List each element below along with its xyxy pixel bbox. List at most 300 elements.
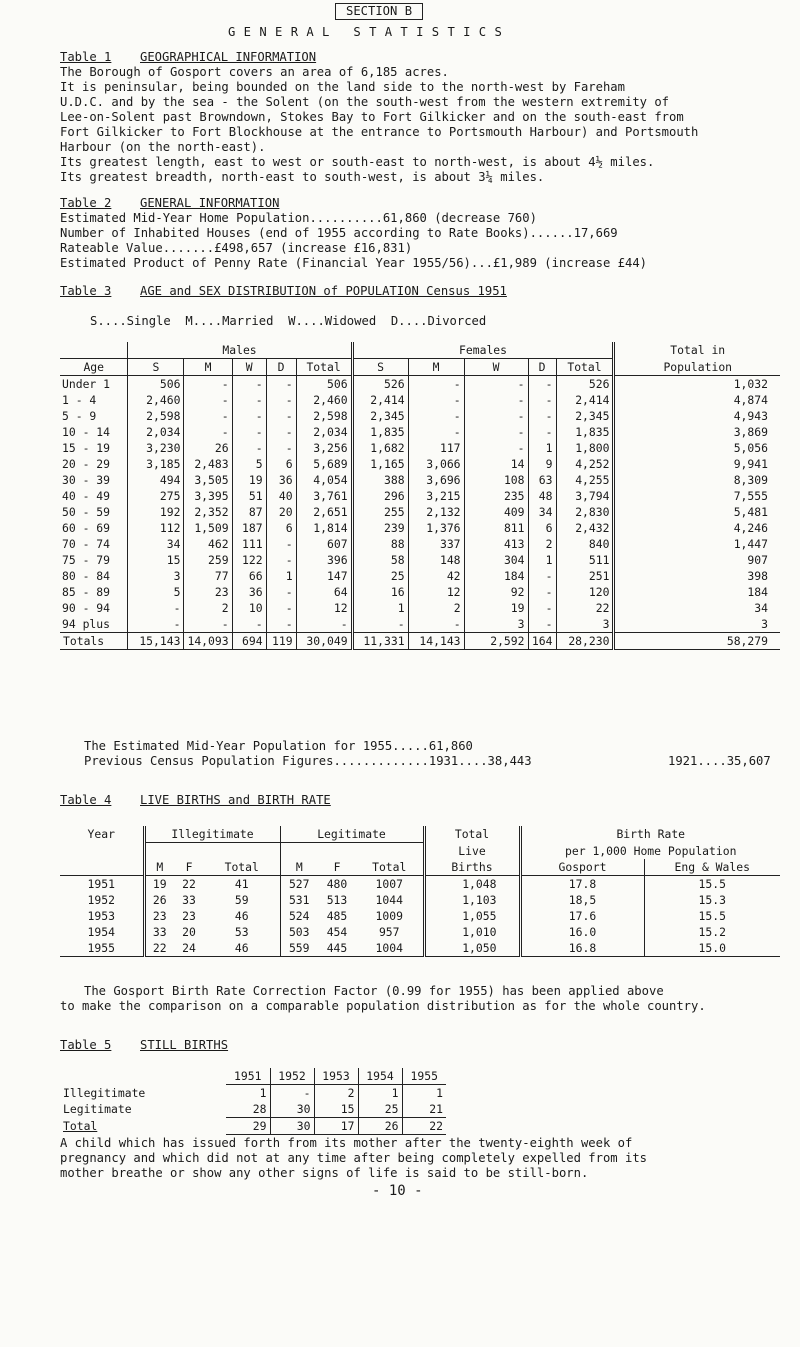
table-cell: - xyxy=(128,600,184,616)
table-cell: 5 xyxy=(232,456,266,472)
births-header-row-1 xyxy=(60,826,780,843)
births-header-row-3 xyxy=(60,859,780,876)
table-cell: 2,598 xyxy=(296,408,352,424)
table-cell: 531 xyxy=(280,892,318,908)
table2-subheading: GENERAL INFORMATION xyxy=(140,196,280,210)
table-cell: 14 xyxy=(464,456,528,472)
table-cell: 1,048 xyxy=(424,876,520,893)
table-row xyxy=(60,1101,446,1118)
table-cell: - xyxy=(266,552,296,568)
table-cell: 36 xyxy=(266,472,296,488)
table-cell: 111 xyxy=(232,536,266,552)
legitimate-header: Legitimate xyxy=(280,826,424,843)
definition-line: A child which has issued forth from its mother after the twenty-eighth week of xyxy=(60,1136,633,1150)
table-cell: 506 xyxy=(296,376,352,393)
table-row xyxy=(60,472,780,488)
table-cell: 398 xyxy=(614,568,780,584)
table-cell: 12 xyxy=(296,600,352,616)
table-row xyxy=(60,940,780,957)
table-cell: 77 xyxy=(184,568,232,584)
table-cell: 28 xyxy=(226,1101,270,1118)
table-cell: - xyxy=(232,376,266,393)
table1-line: Its greatest breadth, north-east to south-west, is about 3¼ miles. xyxy=(60,170,545,184)
table-cell: 1,447 xyxy=(614,536,780,552)
row-label: Total xyxy=(63,1119,98,1133)
table-cell: 33 xyxy=(182,893,196,907)
still-births-year-row xyxy=(60,1068,446,1085)
table-cell: 46 xyxy=(234,909,249,923)
table-cell: 3 xyxy=(614,616,780,633)
year-header: 1953 xyxy=(314,1068,358,1085)
table-cell: 3,395 xyxy=(184,488,232,504)
births-rows xyxy=(60,876,780,957)
table-cell: 1,010 xyxy=(424,924,520,940)
table-cell: - xyxy=(528,424,556,440)
table-cell: 1 xyxy=(402,1085,446,1102)
table1-line: U.D.C. and by the sea - the Solent (on the south-west from the western extremity of xyxy=(60,95,670,109)
age-group-cell: 20 - 29 xyxy=(62,457,111,471)
table-cell: 5,056 xyxy=(614,440,780,456)
table-cell: 259 xyxy=(184,552,232,568)
marital-legend: S....Single M....Married W....Widowed D....Divorced xyxy=(90,314,487,328)
eng-wales-header: Eng & Wales xyxy=(644,859,780,876)
table-cell: 811 xyxy=(464,520,528,536)
table-cell: 1 xyxy=(259,1086,267,1100)
age-group-cell: 10 - 14 xyxy=(62,425,111,439)
table-cell: 187 xyxy=(232,520,266,536)
table-cell: 120 xyxy=(556,584,614,600)
table-cell: 296 xyxy=(352,488,408,504)
table-cell: 3,185 xyxy=(128,456,184,472)
total-births-header-2: Live xyxy=(424,843,520,860)
table-cell: 5,689 xyxy=(296,456,352,472)
births-header-row-2 xyxy=(60,843,780,860)
table-cell: 20 xyxy=(182,925,196,939)
table-cell: - xyxy=(464,376,528,393)
table-cell: - xyxy=(266,376,296,393)
table-cell: 24 xyxy=(174,940,204,957)
table-cell: 23 xyxy=(182,909,196,923)
still-births-rows xyxy=(60,1085,446,1135)
table-cell: 6 xyxy=(266,520,296,536)
table-cell: 9,941 xyxy=(614,456,780,472)
table-cell: 485 xyxy=(326,909,348,923)
age-group-cell: 70 - 74 xyxy=(62,537,111,551)
table-cell: 15.3 xyxy=(644,892,780,908)
table-cell: 22 xyxy=(182,877,196,891)
table-cell: 1,682 xyxy=(352,440,408,456)
table-cell: 58 xyxy=(352,552,408,568)
table-cell: 526 xyxy=(352,376,408,393)
table-cell: 17.8 xyxy=(520,876,644,893)
table-cell: - xyxy=(266,616,296,633)
table-cell: 607 xyxy=(296,536,352,552)
section-label: SECTION B xyxy=(335,3,423,20)
table-cell: 10 xyxy=(232,600,266,616)
table-cell: 1 xyxy=(266,568,296,584)
col-header: D xyxy=(266,359,296,376)
table-row xyxy=(60,408,780,424)
estimated-population-note: The Estimated Mid-Year Population for 1955.....61,860 xyxy=(84,739,473,753)
table-cell: 2,483 xyxy=(184,456,232,472)
table-cell: - xyxy=(408,424,464,440)
totals-cell: 14,143 xyxy=(408,633,464,650)
table-cell: 48 xyxy=(528,488,556,504)
table-cell: 16 xyxy=(352,584,408,600)
table-cell: 3,066 xyxy=(408,456,464,472)
table-cell: 1,814 xyxy=(296,520,352,536)
col-header: Total xyxy=(204,859,280,876)
table-cell: - xyxy=(232,440,266,456)
table-cell: 8,309 xyxy=(614,472,780,488)
col-header: F xyxy=(174,859,204,876)
totals-cell: 119 xyxy=(266,633,296,650)
table-cell: - xyxy=(232,392,266,408)
table-row xyxy=(60,552,780,568)
table-cell: 1,032 xyxy=(614,376,780,393)
table4-heading: Table 4 xyxy=(60,793,112,807)
table5-heading: Table 5 xyxy=(60,1038,112,1052)
year-cell: 1952 xyxy=(87,893,115,907)
table-cell: 2 xyxy=(314,1085,358,1102)
table-cell: 2 xyxy=(184,600,232,616)
page-number: - 10 - xyxy=(372,1183,423,1199)
table3-subheading: AGE and SEX DISTRIBUTION of POPULATION Census 1951 xyxy=(140,284,507,298)
table-cell: 4,255 xyxy=(556,472,614,488)
table-cell: 524 xyxy=(280,908,318,924)
table-cell: 1,835 xyxy=(352,424,408,440)
table-cell: 7,555 xyxy=(614,488,780,504)
table-cell: 22 xyxy=(556,600,614,616)
table-row xyxy=(60,1085,446,1102)
definition-line: mother breathe or show any other signs of life is said to be still-born. xyxy=(60,1166,589,1180)
table-cell: 2,352 xyxy=(184,504,232,520)
table-cell: - xyxy=(408,616,464,633)
col-header: Age xyxy=(60,359,128,376)
table-cell: 3,230 xyxy=(128,440,184,456)
table-cell: 4,874 xyxy=(614,392,780,408)
table-cell: 559 xyxy=(280,940,318,957)
table-cell: 112 xyxy=(128,520,184,536)
table-cell: 42 xyxy=(408,568,464,584)
table-cell: 3,869 xyxy=(614,424,780,440)
totals-cell: 58,279 xyxy=(614,633,780,650)
table-cell: 1 xyxy=(528,552,556,568)
year-header: 1951 xyxy=(226,1068,270,1085)
table-cell: 26 xyxy=(358,1118,402,1135)
totals-cell: 11,331 xyxy=(352,633,408,650)
totals-row xyxy=(60,633,780,650)
table-cell: 33 xyxy=(144,924,174,940)
table-cell: 147 xyxy=(296,568,352,584)
table-cell: - xyxy=(266,408,296,424)
correction-factor-note: The Gosport Birth Rate Correction Factor (0.99 for 1955) has been applied above xyxy=(84,984,664,998)
age-group-cell: 50 - 59 xyxy=(62,505,111,519)
col-header: Total xyxy=(296,359,352,376)
col-header: D xyxy=(528,359,556,376)
table-row xyxy=(60,600,780,616)
table-cell: 122 xyxy=(232,552,266,568)
table-header-row xyxy=(60,359,780,376)
table-cell: 255 xyxy=(352,504,408,520)
table-cell: 17 xyxy=(314,1118,358,1135)
table-cell: 15 xyxy=(128,552,184,568)
age-group-cell: 60 - 69 xyxy=(62,521,111,535)
table-cell: 2,132 xyxy=(408,504,464,520)
table3-heading: Table 3 xyxy=(60,284,112,298)
total-header: Total in xyxy=(614,342,780,359)
gosport-header: Gosport xyxy=(520,859,644,876)
table-cell: 3,505 xyxy=(184,472,232,488)
table-cell: 192 xyxy=(128,504,184,520)
table-cell: 3 xyxy=(464,616,528,633)
year-header: 1954 xyxy=(358,1068,402,1085)
table-cell: 506 xyxy=(128,376,184,393)
col-header: W xyxy=(232,359,266,376)
table-row xyxy=(60,488,780,504)
table-cell: 2,830 xyxy=(556,504,614,520)
age-group-cell: 75 - 79 xyxy=(62,553,111,567)
table-cell: - xyxy=(296,616,352,633)
table-cell: 337 xyxy=(408,536,464,552)
table-cell: 2 xyxy=(408,600,464,616)
table2-line: Estimated Product of Penny Rate (Financial Year 1955/56)...£1,989 (increase £44) xyxy=(60,256,647,270)
table-cell: 2,345 xyxy=(352,408,408,424)
table-cell: 2,460 xyxy=(296,392,352,408)
table-cell: 5,481 xyxy=(614,504,780,520)
table-cell: 1,376 xyxy=(408,520,464,536)
age-group-cell: 40 - 49 xyxy=(62,489,111,503)
table-cell: 34 xyxy=(128,536,184,552)
table-cell: 184 xyxy=(464,568,528,584)
table-cell: 2,034 xyxy=(296,424,352,440)
table-row xyxy=(60,616,780,633)
table-cell: - xyxy=(184,616,232,633)
year-header: Year xyxy=(87,827,115,842)
table-cell: 1,055 xyxy=(424,908,520,924)
table-cell: 413 xyxy=(464,536,528,552)
table-cell: 480 xyxy=(326,877,348,891)
table-cell: 46 xyxy=(204,940,280,957)
table-cell: 19 xyxy=(232,472,266,488)
table-cell: 957 xyxy=(378,925,400,939)
table-row xyxy=(60,536,780,552)
row-label: Illegitimate xyxy=(63,1085,146,1100)
table-cell: - xyxy=(408,392,464,408)
totals-cell: Totals xyxy=(60,633,128,650)
table-cell: 251 xyxy=(556,568,614,584)
year-cell: 1954 xyxy=(87,925,115,939)
table1-line: It is peninsular, being bounded on the land side to the north-west by Fareham xyxy=(60,80,625,94)
table1-heading: Table 1 xyxy=(60,50,112,64)
live-births-table xyxy=(60,826,780,957)
females-header: Females xyxy=(352,342,614,359)
table-cell: 1,835 xyxy=(556,424,614,440)
table-cell: 17.6 xyxy=(520,908,644,924)
table-cell: - xyxy=(266,584,296,600)
definition-line: pregnancy and which did not at any time after being completely expelled from its xyxy=(60,1151,647,1165)
table-cell: 15.2 xyxy=(644,924,780,940)
table-cell: 19 xyxy=(464,600,528,616)
table-cell: 34 xyxy=(528,504,556,520)
table-cell: 3,215 xyxy=(408,488,464,504)
table-cell: 235 xyxy=(464,488,528,504)
table-cell: - xyxy=(528,616,556,633)
age-group-cell: 90 - 94 xyxy=(62,601,111,615)
table-row xyxy=(60,908,780,924)
total-births-header-3: Births xyxy=(424,859,520,876)
col-header: S xyxy=(128,359,184,376)
table-cell: - xyxy=(528,568,556,584)
table-cell: 16.0 xyxy=(520,924,644,940)
table-cell: 3,256 xyxy=(296,440,352,456)
table-cell: 2,432 xyxy=(556,520,614,536)
table-row xyxy=(60,376,780,393)
table-cell: - xyxy=(184,424,232,440)
totals-cell: 15,143 xyxy=(128,633,184,650)
table-cell: 23 xyxy=(144,908,174,924)
table-cell: - xyxy=(464,440,528,456)
col-header: F xyxy=(318,859,356,876)
totals-cell: 30,049 xyxy=(296,633,352,650)
table-cell: 2,345 xyxy=(556,408,614,424)
table2-line: Number of Inhabited Houses (end of 1955 according to Rate Books)......17,669 xyxy=(60,226,618,240)
table-cell: 19 xyxy=(144,876,174,893)
table-cell: 108 xyxy=(464,472,528,488)
table-cell: 4,252 xyxy=(556,456,614,472)
table-cell: 66 xyxy=(232,568,266,584)
table-cell: 2,651 xyxy=(296,504,352,520)
age-sex-rows xyxy=(60,376,780,633)
age-group-cell: 80 - 84 xyxy=(62,569,111,583)
table-cell: 239 xyxy=(352,520,408,536)
table-row xyxy=(60,504,780,520)
age-group-cell: 1 - 4 xyxy=(62,393,97,407)
year-header: 1952 xyxy=(270,1068,314,1085)
totals-cell: 28,230 xyxy=(556,633,614,650)
table-cell: 16.8 xyxy=(520,940,644,957)
table-cell: - xyxy=(266,536,296,552)
table-cell: 2,414 xyxy=(556,392,614,408)
table-cell: - xyxy=(232,408,266,424)
table-cell: 63 xyxy=(528,472,556,488)
table-cell: 64 xyxy=(296,584,352,600)
table-cell: - xyxy=(128,616,184,633)
table-row xyxy=(60,392,780,408)
col-header: M xyxy=(144,859,174,876)
col-header: Total xyxy=(556,359,614,376)
table1-subheading: GEOGRAPHICAL INFORMATION xyxy=(140,50,317,64)
table-cell: 445 xyxy=(318,940,356,957)
table-cell: 34 xyxy=(614,600,780,616)
table2-heading: Table 2 xyxy=(60,196,112,210)
table-cell: 4,246 xyxy=(614,520,780,536)
age-group-cell: 5 - 9 xyxy=(62,409,97,423)
table-cell: 396 xyxy=(296,552,352,568)
table-cell: 1007 xyxy=(375,877,403,891)
table-cell: - xyxy=(528,584,556,600)
table1-line: Harbour (on the north-east). xyxy=(60,140,266,154)
table-cell: 3 xyxy=(556,616,614,633)
table-cell: 15.0 xyxy=(644,940,780,957)
table-cell: 1 xyxy=(352,600,408,616)
table4-subheading: LIVE BIRTHS and BIRTH RATE xyxy=(140,793,331,807)
previous-census-note: Previous Census Population Figures.............1931....38,443 xyxy=(84,754,532,768)
col-header: W xyxy=(464,359,528,376)
table-cell: 22 xyxy=(144,940,174,957)
table-cell: 454 xyxy=(326,925,348,939)
table-cell: 26 xyxy=(144,892,174,908)
table-cell: - xyxy=(408,408,464,424)
table1-line: The Borough of Gosport covers an area of 6,185 acres. xyxy=(60,65,449,79)
table-cell: 1 xyxy=(358,1085,402,1102)
total-population-header: Population xyxy=(614,359,780,376)
table-cell: 12 xyxy=(408,584,464,600)
table-row xyxy=(60,456,780,472)
birth-rate-basis-header: per 1,000 Home Population xyxy=(520,843,780,860)
table-cell: - xyxy=(266,600,296,616)
age-group-cell: 30 - 39 xyxy=(62,473,111,487)
table-row xyxy=(60,584,780,600)
table-cell: 1004 xyxy=(356,940,424,957)
table-cell: 840 xyxy=(556,536,614,552)
age-sex-table xyxy=(60,342,780,650)
table-cell: - xyxy=(266,424,296,440)
table-row xyxy=(60,440,780,456)
table1-line: Its greatest length, east to west or south-east to north-west, is about 4½ miles. xyxy=(60,155,655,169)
table-cell: - xyxy=(464,392,528,408)
illegitimate-header: Illegitimate xyxy=(144,826,280,843)
table-cell: 388 xyxy=(352,472,408,488)
year-cell: 1953 xyxy=(87,909,115,923)
correction-factor-note-2: to make the comparison on a comparable population distribution as for the whole country. xyxy=(60,999,706,1013)
col-header: Total xyxy=(356,859,424,876)
table-cell: 23 xyxy=(184,584,232,600)
table-cell: 1,509 xyxy=(184,520,232,536)
table-cell: 907 xyxy=(614,552,780,568)
table-cell: 494 xyxy=(128,472,184,488)
table-cell: - xyxy=(352,616,408,633)
table-cell: - xyxy=(266,440,296,456)
table-cell: 15 xyxy=(314,1101,358,1118)
table-cell: 1009 xyxy=(375,909,403,923)
totals-cell: 694 xyxy=(232,633,266,650)
table-cell: 6 xyxy=(528,520,556,536)
table-row xyxy=(60,892,780,908)
table-cell: - xyxy=(270,1085,314,1102)
table-cell: - xyxy=(464,424,528,440)
table-cell: 1,800 xyxy=(556,440,614,456)
age-group-cell: 94 plus xyxy=(62,617,111,631)
birth-rate-header: Birth Rate xyxy=(520,826,780,843)
table-row xyxy=(60,424,780,440)
col-header: M xyxy=(184,359,232,376)
table-cell: 1,103 xyxy=(424,892,520,908)
year-header: 1955 xyxy=(402,1068,446,1085)
census-1921-note: 1921....35,607 xyxy=(668,754,771,768)
table-cell: 462 xyxy=(184,536,232,552)
table-cell: - xyxy=(266,392,296,408)
table-row xyxy=(60,520,780,536)
table-cell: 30 xyxy=(270,1101,314,1118)
table-cell: 3,696 xyxy=(408,472,464,488)
table-cell: 4,054 xyxy=(296,472,352,488)
table-cell: 20 xyxy=(266,504,296,520)
table-cell: 26 xyxy=(184,440,232,456)
age-group-cell: Under 1 xyxy=(62,377,111,391)
table-cell: 29 xyxy=(226,1118,270,1135)
table1-line: Lee-on-Solent past Browndown, Stokes Bay to Fort Gilkicker and on the south-east from xyxy=(60,110,684,124)
